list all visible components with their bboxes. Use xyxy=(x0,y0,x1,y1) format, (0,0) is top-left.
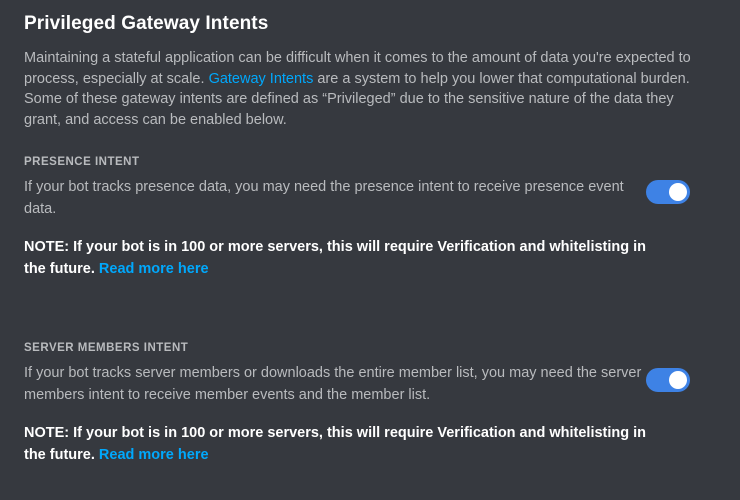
gateway-intents-link[interactable]: Gateway Intents xyxy=(208,70,314,87)
server-members-intent-toggle[interactable] xyxy=(646,368,690,392)
server-members-intent-note xyxy=(24,422,664,466)
presence-note-text: NOTE: If your bot is in 100 or more servers, this will require Verification and whitelisting in the future. xyxy=(24,239,647,277)
intro-text-part1: Maintaining a stateful application can be difficult when it comes to the amount of data you're expected to process, especially at scale. xyxy=(24,50,691,87)
server-members-intent-section xyxy=(24,342,704,466)
presence-intent-toggle[interactable] xyxy=(646,180,690,204)
server-members-read-more-link[interactable]: Read more here xyxy=(98,447,209,463)
intro-paragraph xyxy=(24,48,704,130)
presence-intent-description: If your bot tracks presence data, you may need the presence intent to receive presence event data. xyxy=(24,179,624,217)
toggle-knob xyxy=(669,371,687,389)
presence-intent-header: PRESENCE INTENT xyxy=(24,156,140,168)
section-spacer xyxy=(24,280,704,342)
intro-text-part2: are a system to help you lower that computational burden. Some of these gateway intents are defined as “Privileged” due to the sensitive nature of the data they grant, and access can be enabled below. xyxy=(24,70,690,128)
presence-read-more-link[interactable]: Read more here xyxy=(98,261,209,277)
server-members-intent-header: SERVER MEMBERS INTENT xyxy=(24,342,189,354)
toggle-knob xyxy=(669,183,687,201)
server-members-note-text: NOTE: If your bot is in 100 or more servers, this will require Verification and whitelisting in the future. xyxy=(24,425,647,463)
server-members-intent-description: If your bot tracks server members or downloads the entire member list, you may need the server members intent to receive member events and the member list. xyxy=(24,365,642,403)
presence-intent-section xyxy=(24,156,704,280)
page-title: Privileged Gateway Intents xyxy=(24,13,269,34)
presence-intent-note xyxy=(24,236,664,280)
